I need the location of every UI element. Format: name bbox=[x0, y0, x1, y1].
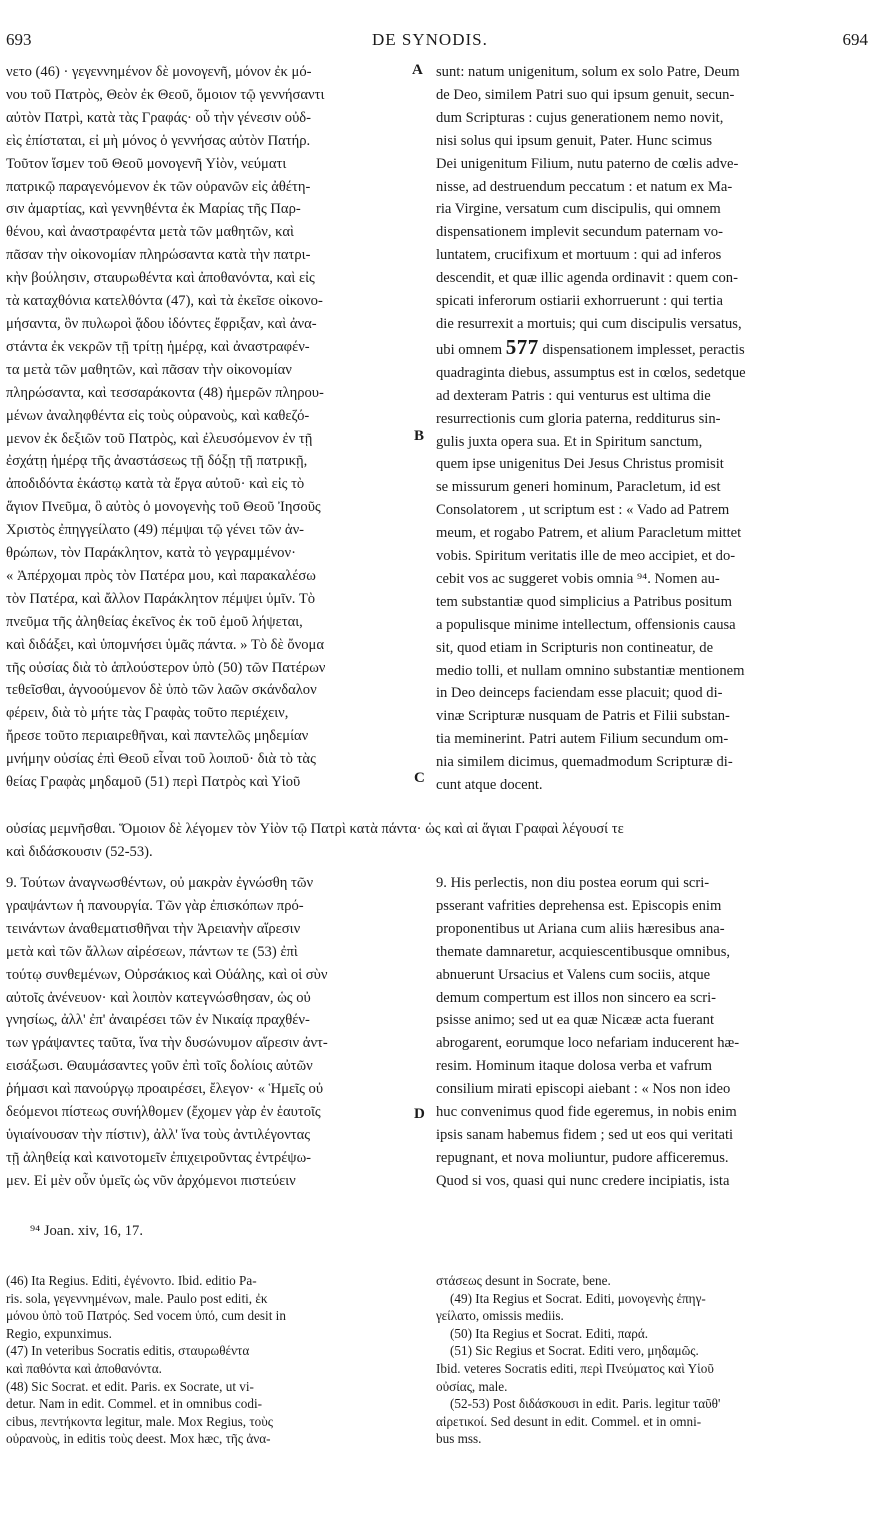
latin-line: quadraginta diebus, assumptus est in cœlos, sedetque bbox=[436, 364, 746, 381]
margin-letter-c: C bbox=[414, 770, 425, 786]
latin-line: nisse, ad destruendum peccatum : et natum ex Ma- bbox=[436, 178, 733, 195]
footnote-line: στάσεως desunt in Socrate, bene. bbox=[436, 1273, 611, 1288]
footnote-line: (49) Ita Regius et Socrat. Editi, μονογενὴς ἐπηγ- bbox=[450, 1290, 706, 1306]
greek-line: ὑγιαίνουσαν τὴν πίστιν), ἀλλ' ἵνα τοὺς ἀντιλέγοντας bbox=[6, 1126, 311, 1143]
latin-line: nisi solus qui ipsum genuit, Pater. Hunc scimus bbox=[436, 132, 713, 149]
latin-line: themate damnaretur, acquiescentibusque omnibus, bbox=[436, 943, 731, 960]
latin-line: tem substantiæ quod simplicius a Patribus positum bbox=[436, 593, 732, 610]
latin-line: sunt: natum unigenitum, solum ex solo Patre, Deum bbox=[436, 64, 740, 80]
greek-line: πνεῦμα τῆς ἀληθείας ἐκεῖνος ἐκ τοῦ ἐμοῦ λήψεται, bbox=[6, 613, 303, 630]
latin-line: ad dexteram Patris : qui venturus est ultima die bbox=[436, 387, 711, 404]
span-line: οὐσίας μεμνῆσθαι. Ὅμοιον δὲ λέγομεν τὸν Υἱὸν τῷ Πατρὶ κατὰ πάντα· ὡς καὶ αἱ ἅγιαι Γραφαὶ λέγουσί τε bbox=[6, 821, 624, 837]
greek-line: σιν ἁμαρτίας, καὶ γεννηθέντα ἐκ Μαρίας τῆς Παρ- bbox=[6, 201, 301, 218]
latin-line: a populisque minime intellectum, offensionis causa bbox=[436, 616, 736, 633]
full-width-line bbox=[6, 818, 866, 864]
latin-line: vinæ Scripturæ nusquam de Patris et Filii substan- bbox=[436, 708, 730, 725]
greek-line: μετὰ καὶ τῶν ἄλλων αἱρέσεων, πάντων τε (53) ἐπὶ bbox=[6, 943, 298, 960]
greek-tail-line: καὶ διδάσκουσιν (52-53). bbox=[6, 843, 153, 860]
greek-line: τὰ καταχθόνια κατελθόντα (47), καὶ τὰ ἐκεῖσε οἰκονο- bbox=[6, 293, 323, 310]
page-header bbox=[0, 30, 882, 54]
latin-line: descendit, et quæ illic agenda ordinavit : quem con- bbox=[436, 270, 738, 287]
latin-line: ipsis sanam habemus fidem ; sed ut eos qui veritati bbox=[436, 1126, 734, 1143]
latin-line: demum compertum est illos non sincero ea scri- bbox=[436, 989, 717, 1006]
latin-column-top bbox=[436, 61, 866, 797]
latin-line: die resurrexit a mortuis; qui cum discipulis versatus, bbox=[436, 315, 742, 332]
greek-column-bottom bbox=[6, 872, 410, 1193]
greek-line: δεόμενοι πίστεως συνήλθομεν (ἔχομεν γὰρ ἐν ἑαυτοῖς bbox=[6, 1104, 321, 1121]
latin-line: Dei unigenitum Filium, nutu paterno de cœlis adve- bbox=[436, 155, 739, 172]
latin-line: meum, et rogabo Patrem, et alium Paracletum mittet bbox=[436, 525, 742, 542]
latin-column-bottom bbox=[436, 872, 866, 1193]
latin-line: dispensationem implevit secundum paternam vo- bbox=[436, 224, 723, 241]
footnote-line: (46) Ita Regius. Editi, ἐγένοντο. Ibid. editio Pa- bbox=[6, 1273, 257, 1288]
latin-line: nia similem dicimus, quemadmodum Scripturæ di- bbox=[436, 754, 733, 771]
latin-line: tia meminerint. Patri autem Filium secundum om- bbox=[436, 731, 729, 748]
greek-line: τούτῳ συνθεμένων, Οὐρσάκιος καὶ Οὐάλης, καὶ οἱ σὺν bbox=[6, 966, 328, 983]
footnote-line: Ibid. veteres Socratis editi, περὶ Πνεύματος καὶ Υἱοῦ bbox=[436, 1360, 714, 1376]
greek-column-top bbox=[6, 61, 410, 794]
latin-line: resurrectionis cum gloria paterna, redditurus sin- bbox=[436, 410, 721, 427]
latin-line: cunt atque docent. bbox=[436, 777, 543, 794]
latin-line: abrogarent, eorumque loco nefariam inducerent hæ- bbox=[436, 1035, 740, 1052]
latin-line: 9. His perlectis, non diu postea eorum qui scri- bbox=[436, 875, 710, 891]
greek-line: ῥήμασι καὶ πανούργῳ προαιρέσει, ἔλεγον· « Ἡμεῖς οὐ bbox=[6, 1081, 324, 1098]
latin-line: se missurum generi hominum, Paracletum, id est bbox=[436, 479, 721, 496]
greek-line: καὶ διδάξει, καὶ ὑπομνήσει ὑμᾶς πάντα. » Τὸ δὲ ὄνομα bbox=[6, 636, 324, 653]
latin-line: ria Virgine, versatum cum discipulis, qui omnem bbox=[436, 201, 721, 218]
greek-line: φέρειν, διὰ τὸ μήτε τὰς Γραφὰς τοῦτο περιέχειν, bbox=[6, 705, 289, 722]
latin-text: dispensationem implesset, peractis bbox=[538, 341, 745, 358]
latin-line: abnuerunt Ursacius et Valens cum sociis, atque bbox=[436, 966, 711, 983]
greek-line: γραψάντων ἡ πανουργία. Τῶν γὰρ ἐπισκόπων πρό- bbox=[6, 897, 304, 914]
latin-line: medio tolli, et nullam omnino substantiæ mentionem bbox=[436, 662, 745, 679]
greek-line: στάντα ἐκ νεκρῶν τῇ τρίτῃ ἡμέρᾳ, καὶ ἀναστραφέν- bbox=[6, 338, 310, 355]
footnotes-right bbox=[436, 1272, 866, 1448]
greek-line: τῆς οὐσίας διὰ τὸ ἁπλούστερον ὑπὸ (50) τῶν Πατέρων bbox=[6, 659, 326, 676]
greek-line: τεθεῖσθαι, ἀγνοούμενον δὲ ὑπὸ τῶν λαῶν σκάνδαλον bbox=[6, 682, 317, 699]
latin-line: cebit vos ac suggeret vobis omnia ⁹⁴. Nomen au- bbox=[436, 570, 720, 587]
greek-line: μήσαντα, ὃν πυλωροὶ ᾅδου ἰδόντες ἔφριξαν, καὶ ἀνα- bbox=[6, 315, 317, 332]
greek-line: γνησίως, ἀλλ' ἐπ' ἀναιρέσει τῶν ἐν Νικαίᾳ πραχθέν- bbox=[6, 1012, 310, 1029]
greek-line: 9. Τούτων ἀναγνωσθέντων, οὐ μακρὰν ἐγνώσθη τῶν bbox=[6, 875, 314, 891]
margin-letter-a: A bbox=[412, 62, 423, 78]
latin-line bbox=[436, 336, 866, 362]
latin-line: Quod si vos, quasi qui nunc credere incipiatis, ista bbox=[436, 1172, 730, 1189]
greek-line: κὴν βούλησιν, σταυρωθέντα καὶ ἀποθανόντα, καὶ εἰς bbox=[6, 270, 315, 287]
greek-line: αὐτὸν Πατρὶ, κατὰ τὰς Γραφάς· οὗ τὴν γένεσιν οὐδ- bbox=[6, 109, 312, 126]
footnote-line: ris. sola, γεγεννημένων, male. Paulo post editi, ἐκ bbox=[6, 1290, 268, 1306]
latin-line: psserant vafrities deprehensa est. Episcopis enim bbox=[436, 897, 722, 914]
latin-line: luntatem, crucifixum et mortuum : qui ad inferos bbox=[436, 247, 722, 264]
greek-line: « Ἀπέρχομαι πρὸς τὸν Πατέρα μου, καὶ παρακαλέσω bbox=[6, 567, 316, 584]
greek-line: θένου, καὶ ἀναστραφέντα μετὰ τῶν μαθητῶν, καὶ bbox=[6, 224, 294, 241]
greek-line: αὐτοῖς ἀνένευον· καὶ λοιπὸν κατεγνώσθησαν, ὡς οὐ bbox=[6, 989, 311, 1006]
latin-line: proponentibus ut Ariana cum aliis hæresibus ana- bbox=[436, 920, 725, 937]
greek-line: ἅγιον Πνεῦμα, ὃ αὐτὸς ὁ μονογενὴς τοῦ Θεοῦ Ἰησοῦς bbox=[6, 499, 321, 516]
page-number-left: 693 bbox=[6, 30, 32, 49]
footnote-line: Regio, expunximus. bbox=[6, 1325, 112, 1341]
margin-letter-d: D bbox=[414, 1106, 425, 1122]
latin-line: dum Scripturas : cujus generationem nemo novit, bbox=[436, 109, 724, 126]
footnote-line: (51) Sic Regius et Socrat. Editi vero, μηδαμῶς. bbox=[450, 1343, 699, 1359]
scripture-reference-note: ⁹⁴ Joan. xiv, 16, 17. bbox=[30, 1223, 144, 1239]
latin-line: de Deo, similem Patri suo qui ipsum genuit, secun- bbox=[436, 86, 735, 103]
greek-line: νετο (46) · γεγεννημένον δὲ μονογενῆ, μόνον ἐκ μό- bbox=[6, 64, 312, 80]
footnote-line: (48) Sic Socrat. et edit. Paris. ex Socrate, ut vi- bbox=[6, 1378, 254, 1394]
greek-line: ἐσχάτῃ ἡμέρᾳ τῆς ἀναστάσεως τῇ δόξῃ τῇ πατρικῇ, bbox=[6, 453, 308, 470]
greek-line: τεινάντων ἀναθεματισθῆναι τὴν Ἀρειανὴν αἵρεσιν bbox=[6, 920, 301, 937]
greek-line: μνήμην οὐσίας ἐπὶ Θεοῦ εἶναι τοῦ λοιποῦ· διὰ τὸ τὰς bbox=[6, 751, 316, 768]
greek-line: πληρώσαντα, καὶ τεσσαράκοντα (48) ἡμερῶν πληρου- bbox=[6, 384, 324, 401]
margin-letter-b: B bbox=[414, 428, 425, 444]
footnote-line: γείλατο, omissis mediis. bbox=[436, 1308, 564, 1324]
footnote-line: οὐρανοὺς, in editis τοὺς deest. Mox hæc, τῆς ἀνα- bbox=[6, 1431, 271, 1447]
footnote-line: (50) Ita Regius et Socrat. Editi, παρά. bbox=[450, 1325, 649, 1341]
greek-line: Τοῦτον ἴσμεν τοῦ Θεοῦ μονογενῆ Υἱὸν, νεύματι bbox=[6, 155, 287, 172]
greek-line: Χριστὸς ἐπηγγείλατο (49) πέμψαι τῷ γένει τῶν ἀν- bbox=[6, 522, 305, 539]
latin-line: repugnant, et nova moliuntur, pudore afficeremus. bbox=[436, 1149, 729, 1166]
footnote-line: αἱρετικοί. Sed desunt in edit. Commel. et in omni- bbox=[436, 1413, 702, 1429]
latin-text: ubi omnem bbox=[436, 341, 506, 358]
greek-line: μενον ἐκ δεξιῶν τοῦ Πατρὸς, καὶ ἐλευσόμενον ἐν τῇ bbox=[6, 430, 313, 447]
greek-line: θρώπων, τὸν Παράκλητον, κατὰ τὸ γεγραμμένον· bbox=[6, 545, 296, 562]
greek-line: ἤρεσε τοῦτο περιαιρεθῆναι, καὶ παντελῶς μηδεμίαν bbox=[6, 728, 309, 745]
greek-line: θείας Γραφὰς μηδαμοῦ (51) περὶ Πατρὸς καὶ Υἱοῦ bbox=[6, 774, 301, 791]
footnote-line: καὶ παθόντα καὶ ἀποθανόντα. bbox=[6, 1360, 162, 1376]
latin-line: Consolatorem , ut scriptum est : « Vado ad Patrem bbox=[436, 502, 730, 519]
latin-line: vobis. Spiritum veritatis ille de meo accipiet, et do- bbox=[436, 548, 736, 565]
greek-line: των γράψαντες ταῦτα, ἵνα τὴν δυσώνυμον αἵρεσιν ἀντ- bbox=[6, 1035, 328, 1052]
greek-line: πᾶσαν τὴν οἰκονομίαν πληρώσαντα κατὰ τὴν πατρι- bbox=[6, 247, 311, 264]
footnotes-left bbox=[6, 1272, 410, 1448]
latin-line: psisse animo; sed ut ea quæ Nicææ acta fuerant bbox=[436, 1012, 715, 1029]
greek-line: εὶς ἐπίσταται, εἰ μὴ μόνος ὁ γεννήσας αὐτὸν Πατήρ. bbox=[6, 132, 311, 149]
greek-line: τῇ ἀληθείᾳ καὶ καινοτομεῖν ἐπιχειροῦντας ἐντρέψω- bbox=[6, 1149, 312, 1166]
latin-line: spicati inferorum ostiarii exhorruerunt : qui tertia bbox=[436, 293, 723, 310]
footnote-line: (47) In veteribus Socratis editis, σταυρωθέντα bbox=[6, 1343, 250, 1359]
greek-line: μένων ἀναληφθέντα εἰς τοὺς οὐρανοὺς, καὶ καθεζό- bbox=[6, 407, 310, 424]
greek-line: ἀποδιδόντα ἑκάστῳ κατὰ τὰ ἔργα αὐτοῦ· καὶ εἰς τὸ bbox=[6, 476, 305, 493]
footnote-line: οὐσίας, male. bbox=[436, 1378, 508, 1394]
greek-line: νου τοῦ Πατρὸς, Θεὸν ἐκ Θεοῦ, ὅμοιον τῷ γεννήσαντι bbox=[6, 86, 325, 103]
latin-line: sit, quod etiam in Scripturis non contineatur, de bbox=[436, 639, 714, 656]
latin-line: quem ipse unigenitus Dei Jesus Christus promisit bbox=[436, 456, 724, 473]
footnote-line: cibus, πεντήκοντα legitur, male. Mox Regius, τοὺς bbox=[6, 1413, 273, 1429]
footnote-line: (52-53) Post διδάσκουσι in edit. Paris. legitur ταῦθ' bbox=[450, 1396, 721, 1412]
latin-line: huc convenimus quod fide egeremus, in nobis enim bbox=[436, 1104, 737, 1121]
latin-line: gulis juxta opera sua. Et in Spiritum sanctum, bbox=[436, 433, 703, 450]
column-number: 577 bbox=[505, 335, 539, 359]
greek-line: εισάξωσι. Θαυμάσαντες γοῦν ἐπὶ τοῖς δολίοις αὐτῶν bbox=[6, 1058, 313, 1075]
greek-line: τὸν Πατέρα, καὶ ἄλλον Παράκλητον πέμψει ὑμῖν. Τὸ bbox=[6, 590, 316, 607]
latin-line: consilium mirati episcopi aiebant : « Nos non ideo bbox=[436, 1081, 731, 1098]
footnote-line: bus mss. bbox=[436, 1431, 482, 1447]
greek-line: τα μετὰ τῶν μαθητῶν, καὶ πᾶσαν τὴν οἰκονομίαν bbox=[6, 361, 292, 378]
footnote-line: μόνου ὑπὸ τοῦ Πατρός. Sed vocem ὑπό, cum desit in bbox=[6, 1308, 286, 1324]
latin-line: in Deo deinceps faciendam esse placuit; quod di- bbox=[436, 685, 723, 702]
page-number-right: 694 bbox=[842, 30, 868, 49]
running-title: DE SYNODIS. bbox=[372, 30, 488, 49]
latin-line: resim. Hominum itaque dolosa verba et vafrum bbox=[436, 1058, 712, 1075]
greek-line: μεν. Εἰ μὲν οὖν ὑμεῖς ὡς νῦν ἀρχόμενοι πιστεύειν bbox=[6, 1172, 296, 1189]
greek-line: πατρικῷ παραγενόμενον ἐκ τῶν οὐρανῶν εἰς ἀθέτη- bbox=[6, 178, 311, 195]
footnote-line: detur. Nam in edit. Commel. et in omnibus codi- bbox=[6, 1396, 263, 1412]
